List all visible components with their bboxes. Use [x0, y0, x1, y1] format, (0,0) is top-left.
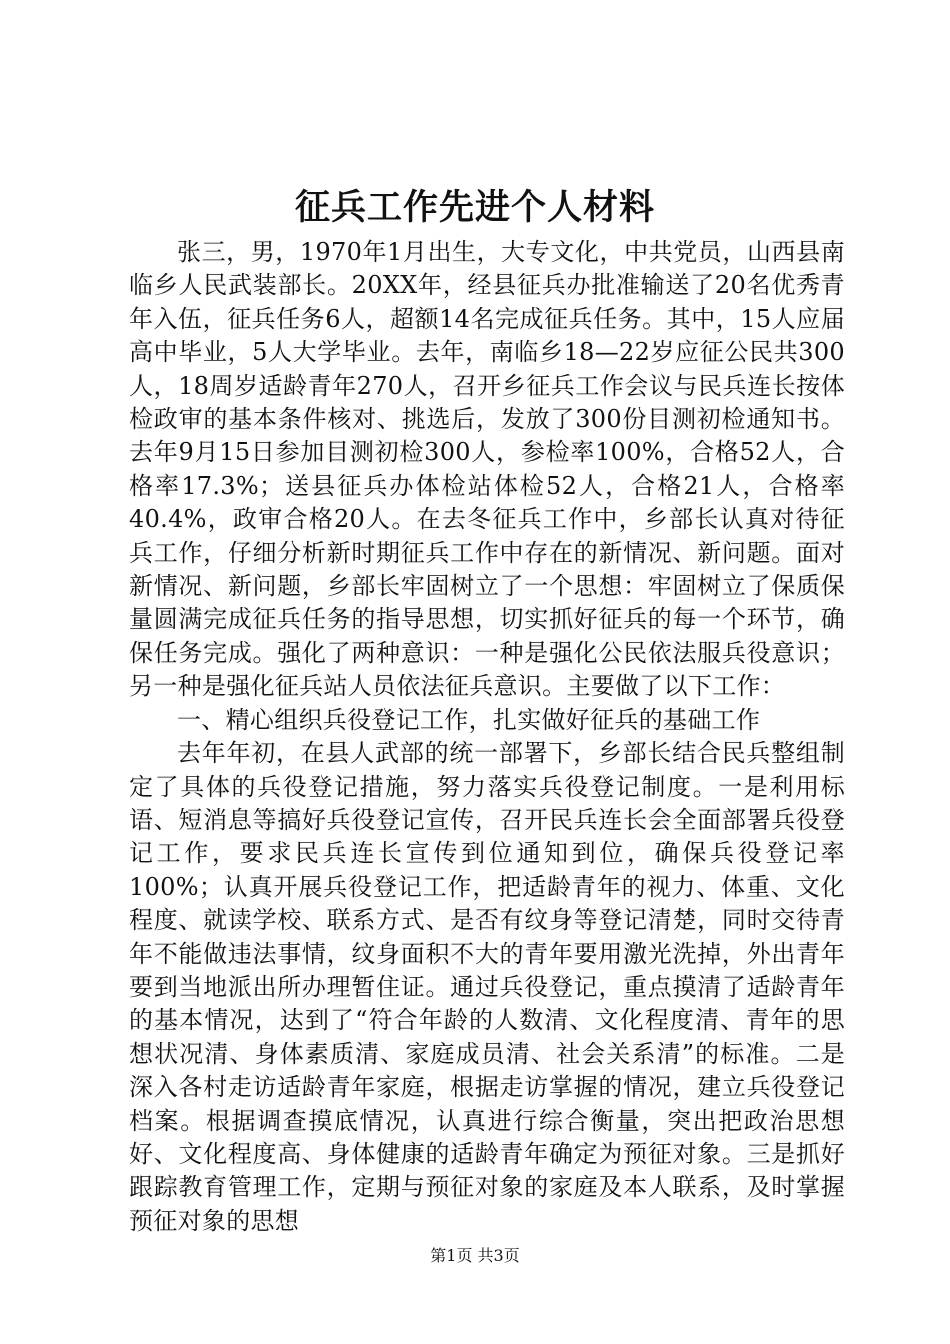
page-footer: [0, 1244, 950, 1268]
document-title: 征兵工作先进个人材料: [294, 187, 655, 228]
paragraph-intro: 张三，男，1970年1月出生，大专文化，中共党员，山西县南临乡人民武装部长。20XX年，经县征兵办批准输送了20名优秀青年入伍，征兵任务6人，超额14名完成征兵任务。其中，15人应届高中毕业，5人大学毕业。去年，南临乡18—22岁应征公民共300人，18周岁适龄青年270人，召开乡征兵工作会议与民兵连长按体检政审的基本条件核对、挑选后，发放了300份目测初检通知书。去年9月15日参加目测初检300人，参检率100%，合格52人，合格率17.3%；送县征兵办体检站体检52人，合格21人，合格率40.4%，政审合格20人。在去冬征兵工作中，乡部长认真对待征兵工作，仔细分析新时期征兵工作中存在的新情况、新问题。面对新情况、新问题，乡部长牢固树立了一个思想：牢固树立了保质保量圆满完成征兵任务的指导思想，切实抓好征兵的每一个环节，确保任务完成。强化了两种意识：一种是强化公民依法服兵役意识；另一种是强化征兵站人员依法征兵意识。主要做了以下工作：: [129, 238, 845, 701]
document-body: [129, 236, 845, 1238]
paragraph-section-1: 去年年初，在县人武部的统一部署下，乡部长结合民兵整组制定了具体的兵役登记措施，努力落实兵役登记制度。一是利用标语、短消息等搞好兵役登记宣传，召开民兵连长会全面部署兵役登记工作，要求民兵连长宣传到位通知到位，确保兵役登记率100%；认真开展兵役登记工作，把适龄青年的视力、体重、文化程度、就读学校、联系方式、是否有纹身等登记清楚，同时交待青年不能做违法事情，纹身面积不大的青年要用激光洗掉，外出青年要到当地派出所办理暂住证。通过兵役登记，重点摸清了适龄青年的基本情况，达到了“符合年龄的人数清、文化程度清、青年的思想状况清、身体素质清、家庭成员清、社会关系清”的标准。二是深入各村走访适龄青年家庭，根据走访掌握的情况，建立兵役登记档案。根据调查摸底情况，认真进行综合衡量，突出把政治思想好、文化程度高、身体健康的适龄青年确定为预征对象。三是抓好跟踪教育管理工作，定期与预征对象的家庭及本人联系，及时掌握预征对象的思想: [129, 739, 845, 1235]
page-number: 第1页 共3页: [430, 1246, 520, 1265]
section-heading-1: 一、精心组织兵役登记工作，扎实做好征兵的基础工作: [177, 705, 761, 734]
